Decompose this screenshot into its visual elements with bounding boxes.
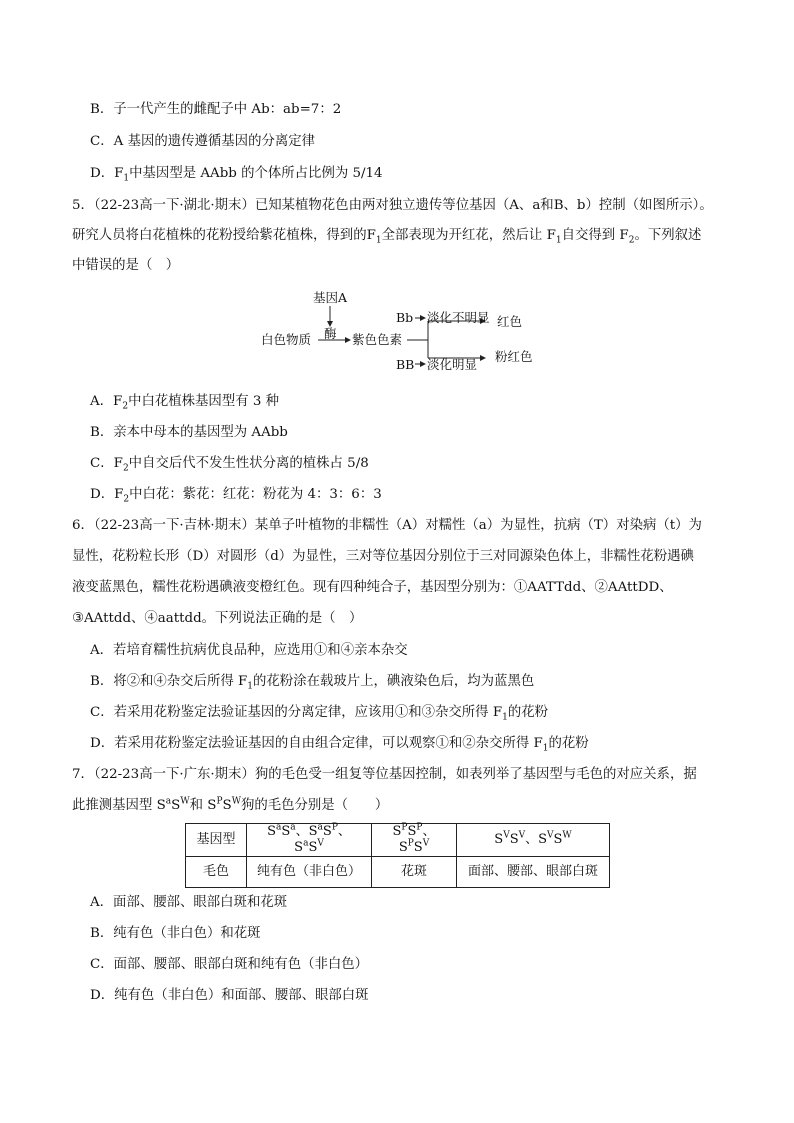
q5-stem-line-3: 中错误的是（ ） xyxy=(72,258,180,273)
red-label: 红色 xyxy=(497,314,523,329)
q6-option-d: D．若采用花粉鉴定法验证基因的自由组合定律，可以观察①和②杂交所得 $F_1$的花粉 xyxy=(90,736,589,754)
table-cell-color-3: 面部、腰部、眼部白斑 xyxy=(457,857,610,888)
q6-option-a: A．若培育糯性抗病优良品种，应选用①和④亲本杂交 xyxy=(90,643,408,658)
q5-option-a: A．$F_2$中白花植株基因型有 3 种 xyxy=(90,394,280,412)
q6-option-c: C．若采用花粉鉴定法验证基因的分离定律，应该用①和③杂交所得 $F_1$的花粉 xyxy=(90,705,549,723)
genotype-bb-lower: BB xyxy=(396,357,415,372)
genotype-coat-color-table xyxy=(185,823,610,888)
q5-stem-line-1: 5．（22-23高一下·湖北·期末）已知某植物花色由两对独立遗传等位基因（A、a和B、b）控制（如图所示）。 xyxy=(72,198,713,213)
table-row xyxy=(186,824,610,857)
table-cell-color-1: 纯有色（非白色） xyxy=(247,857,372,888)
q5-option-b: B．亲本中母本的基因型为 AAbb xyxy=(90,425,288,440)
q6-stem-line-1: 6．（22-23高一下·吉林·期末）某单子叶植物的非糯性（A）对糯性（a）为显性，抗病（T）对染病（t）为 xyxy=(72,518,702,533)
q6-stem-line-3: 液变蓝黑色，糯性花粉遇碘液变橙红色。现有四种纯合子，基因型分别为：①AATTdd、②AAttDD、 xyxy=(72,580,673,595)
table-cell-genotype-2: $S^PS^P$、$S^PS^V$ xyxy=(372,824,457,857)
purple-pigment-label: 紫色色素 xyxy=(352,332,403,347)
q5-pathway-diagram xyxy=(255,288,555,378)
table-cell-color-2: 花斑 xyxy=(372,857,457,888)
q7-option-d: D．纯有色（非白色）和面部、腰部、眼部白斑 xyxy=(90,988,369,1003)
table-row xyxy=(186,857,610,888)
enzyme-label: 酶 xyxy=(324,326,337,341)
prev-option-c: C．A 基因的遗传遵循基因的分离定律 xyxy=(90,134,316,149)
gene-a-label: 基因A xyxy=(313,290,348,305)
weak-dilution-label: 淡化不明显 xyxy=(427,310,490,325)
q6-stem-line-4: ③AAttdd、④aattdd。下列说法正确的是（ ） xyxy=(72,611,363,626)
q5-option-c: C．$F_2$中自交后代不发生性状分离的植株占 5/8 xyxy=(90,456,369,474)
q5-stem-line-2: 研究人员将白花植株的花粉授给紫花植株，得到的$F_1$全部表现为开红花，然后让 $F_1$自交得到 $F_2$。下列叙述 xyxy=(72,228,702,246)
q5-option-d: D．$F_2$中白花：紫花：红花：粉花为 4：3：6：3 xyxy=(90,487,382,505)
q7-option-c: C．面部、腰部、眼部白斑和纯有色（非白色） xyxy=(90,957,369,972)
table-header-genotype: 基因型 xyxy=(186,824,247,857)
q7-option-b: B．纯有色（非白色）和花斑 xyxy=(90,926,261,941)
pink-label: 粉红色 xyxy=(495,349,533,364)
q7-stem-line-1: 7．（22-23高一下·广东·期末）狗的毛色受一组复等位基因控制，如表列举了基因型与毛色的对应关系，据 xyxy=(72,767,697,782)
table-cell-genotype-3: $S^VS^V$、$S^VS^W$ xyxy=(457,824,610,857)
table-header-color: 毛色 xyxy=(186,857,247,888)
prev-option-b: B．子一代产生的雌配子中 Ab：ab=7：2 xyxy=(90,102,342,117)
q7-option-a: A．面部、腰部、眼部白斑和花斑 xyxy=(90,895,288,910)
prev-option-d: D．$F_1$中基因型是 AAbb 的个体所占比例为 5/14 xyxy=(90,166,383,184)
white-substance-label: 白色物质 xyxy=(261,332,312,347)
table-cell-genotype-1: $S^aS^a$、$S^aS^P$、$S^aS^V$ xyxy=(247,824,372,857)
genotype-bb-upper: Bb xyxy=(396,310,414,325)
q7-stem-line-2: 此推测基因型 $S^aS^W$和 $S^PS^W$狗的毛色分别是（ ） xyxy=(72,796,389,813)
strong-dilution-label: 淡化明显 xyxy=(427,357,478,372)
q6-option-b: B．将②和④杂交后所得 $F_1$的花粉涂在载玻片上，碘液染色后，均为蓝黑色 xyxy=(90,674,535,692)
q6-stem-line-2: 显性，花粉粒长形（D）对圆形（d）为显性，三对等位基因分别位于三对同源染色体上，非糯性花粉遇碘 xyxy=(72,549,694,564)
